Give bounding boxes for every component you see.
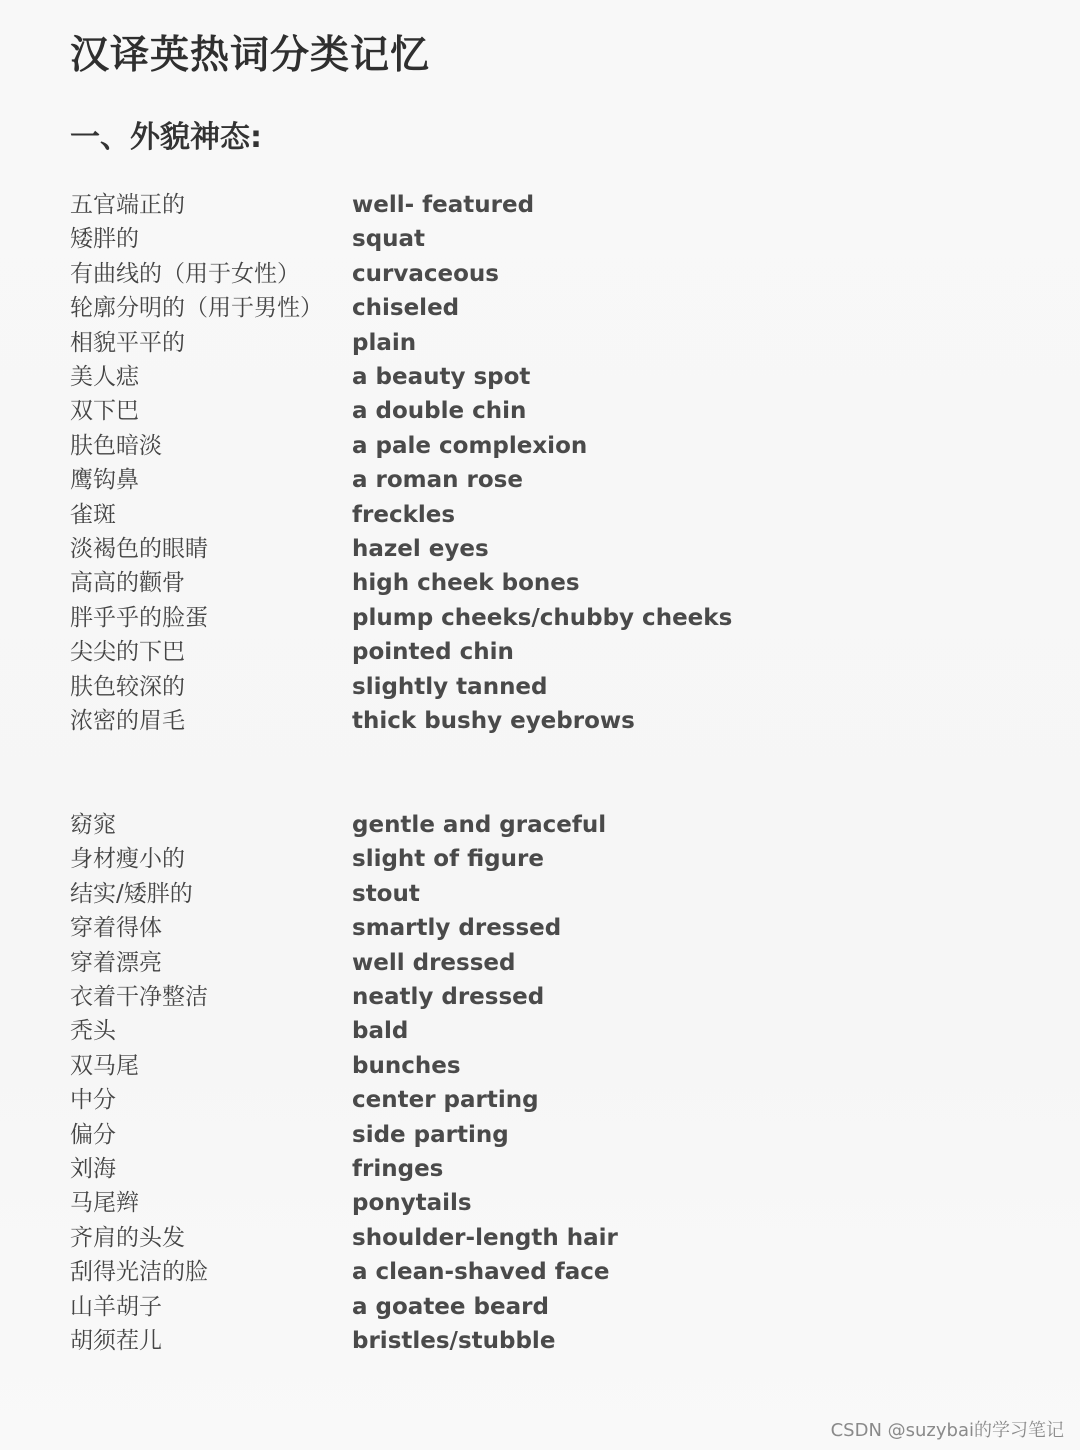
english-term: plump cheeks/chubby cheeks bbox=[352, 604, 733, 631]
chinese-term: 相貌平平的 bbox=[70, 329, 185, 356]
english-term: bristles/stubble bbox=[352, 1328, 556, 1354]
chinese-term: 山羊胡子 bbox=[70, 1293, 162, 1320]
chinese-term: 刮得光洁的脸 bbox=[70, 1259, 208, 1286]
english-term: a double chin bbox=[352, 398, 527, 425]
english-term: smartly dressed bbox=[352, 915, 562, 942]
english-term: well- featured bbox=[352, 192, 535, 218]
english-term: thick bushy eyebrows bbox=[352, 708, 635, 734]
english-term: fringes bbox=[352, 1156, 444, 1182]
english-term: curvaceous bbox=[352, 260, 499, 287]
chinese-term: 雀斑 bbox=[70, 501, 116, 528]
vocab-row bbox=[0, 463, 1080, 497]
english-term: bunches bbox=[352, 1052, 461, 1079]
vocab-row bbox=[0, 704, 1080, 738]
english-term: slight of figure bbox=[352, 846, 544, 873]
section-heading: 一、外貌神态: bbox=[70, 120, 262, 155]
chinese-term: 双下巴 bbox=[70, 398, 139, 425]
english-term: freckles bbox=[352, 501, 456, 528]
chinese-term: 尖尖的下巴 bbox=[70, 639, 185, 666]
english-term: bald bbox=[352, 1018, 409, 1045]
vocab-row bbox=[0, 1118, 1080, 1152]
english-term: a clean-shaved face bbox=[352, 1259, 610, 1286]
vocab-row bbox=[0, 808, 1080, 842]
page-title: 汉译英热词分类记忆 bbox=[70, 33, 431, 78]
chinese-term: 偏分 bbox=[70, 1121, 116, 1148]
chinese-term: 鹰钩鼻 bbox=[70, 467, 139, 494]
english-term: squat bbox=[352, 226, 426, 253]
english-term: chiseled bbox=[352, 295, 460, 322]
english-term: hazel eyes bbox=[352, 536, 489, 562]
chinese-term: 有曲线的（用于女性） bbox=[70, 260, 300, 287]
chinese-term: 马尾辫 bbox=[70, 1190, 139, 1217]
chinese-term: 胡须茬儿 bbox=[70, 1328, 162, 1354]
vocab-row bbox=[0, 670, 1080, 704]
chinese-term: 中分 bbox=[70, 1087, 116, 1114]
vocab-row bbox=[0, 498, 1080, 532]
english-term: a pale complexion bbox=[352, 432, 588, 459]
vocab-row bbox=[0, 911, 1080, 945]
chinese-term: 穿着漂亮 bbox=[70, 949, 162, 976]
chinese-term: 身材瘦小的 bbox=[70, 846, 185, 873]
chinese-term: 刘海 bbox=[70, 1156, 116, 1182]
vocab-row bbox=[0, 1290, 1080, 1324]
vocab-row bbox=[0, 1186, 1080, 1220]
vocab-row bbox=[0, 326, 1080, 360]
english-term: slightly tanned bbox=[352, 673, 548, 700]
vocab-row bbox=[0, 566, 1080, 600]
english-term: a beauty spot bbox=[352, 364, 531, 390]
chinese-term: 高高的颧骨 bbox=[70, 570, 185, 597]
english-term: well dressed bbox=[352, 949, 516, 976]
chinese-term: 双马尾 bbox=[70, 1052, 139, 1079]
english-term: side parting bbox=[352, 1121, 509, 1148]
chinese-term: 轮廓分明的（用于男性） bbox=[70, 295, 323, 322]
vocab-row bbox=[0, 877, 1080, 911]
english-term: ponytails bbox=[352, 1190, 472, 1217]
vocab-row bbox=[0, 1255, 1080, 1289]
chinese-term: 窈窕 bbox=[70, 812, 116, 838]
chinese-term: 五官端正的 bbox=[70, 192, 185, 218]
vocab-row bbox=[0, 601, 1080, 635]
english-term: a goatee beard bbox=[352, 1293, 549, 1320]
english-term: pointed chin bbox=[352, 639, 514, 666]
vocab-row bbox=[0, 394, 1080, 428]
english-term: plain bbox=[352, 329, 417, 356]
english-term: center parting bbox=[352, 1087, 539, 1114]
english-term: neatly dressed bbox=[352, 984, 545, 1010]
chinese-term: 肤色较深的 bbox=[70, 673, 185, 700]
vocab-row bbox=[0, 257, 1080, 291]
english-term: shoulder-length hair bbox=[352, 1224, 618, 1251]
vocab-row bbox=[0, 980, 1080, 1014]
chinese-term: 齐肩的头发 bbox=[70, 1224, 185, 1251]
chinese-term: 结实/矮胖的 bbox=[70, 880, 193, 907]
vocab-row bbox=[0, 1152, 1080, 1186]
chinese-term: 美人痣 bbox=[70, 364, 139, 390]
vocab-row bbox=[0, 429, 1080, 463]
vocab-row bbox=[0, 360, 1080, 394]
chinese-term: 矮胖的 bbox=[70, 226, 139, 253]
english-term: stout bbox=[352, 880, 420, 907]
vocab-row bbox=[0, 1014, 1080, 1048]
vocab-row bbox=[0, 291, 1080, 325]
vocab-row bbox=[0, 635, 1080, 669]
vocab-row bbox=[0, 1324, 1080, 1358]
vocab-row bbox=[0, 188, 1080, 222]
english-term: high cheek bones bbox=[352, 570, 580, 597]
chinese-term: 浓密的眉毛 bbox=[70, 708, 185, 734]
chinese-term: 衣着干净整洁 bbox=[70, 984, 208, 1010]
chinese-term: 胖乎乎的脸蛋 bbox=[70, 604, 208, 631]
vocab-row bbox=[0, 1221, 1080, 1255]
vocab-row bbox=[0, 222, 1080, 256]
vocab-row bbox=[0, 1083, 1080, 1117]
chinese-term: 穿着得体 bbox=[70, 915, 162, 942]
english-term: gentle and graceful bbox=[352, 812, 607, 838]
chinese-term: 秃头 bbox=[70, 1018, 116, 1045]
watermark: CSDN @suzybai的学习笔记 bbox=[830, 1420, 1064, 1441]
chinese-term: 淡褐色的眼睛 bbox=[70, 536, 208, 562]
vocab-row bbox=[0, 946, 1080, 980]
vocab-row bbox=[0, 1049, 1080, 1083]
vocab-row bbox=[0, 842, 1080, 876]
vocab-row bbox=[0, 532, 1080, 566]
chinese-term: 肤色暗淡 bbox=[70, 432, 162, 459]
english-term: a roman rose bbox=[352, 467, 523, 494]
